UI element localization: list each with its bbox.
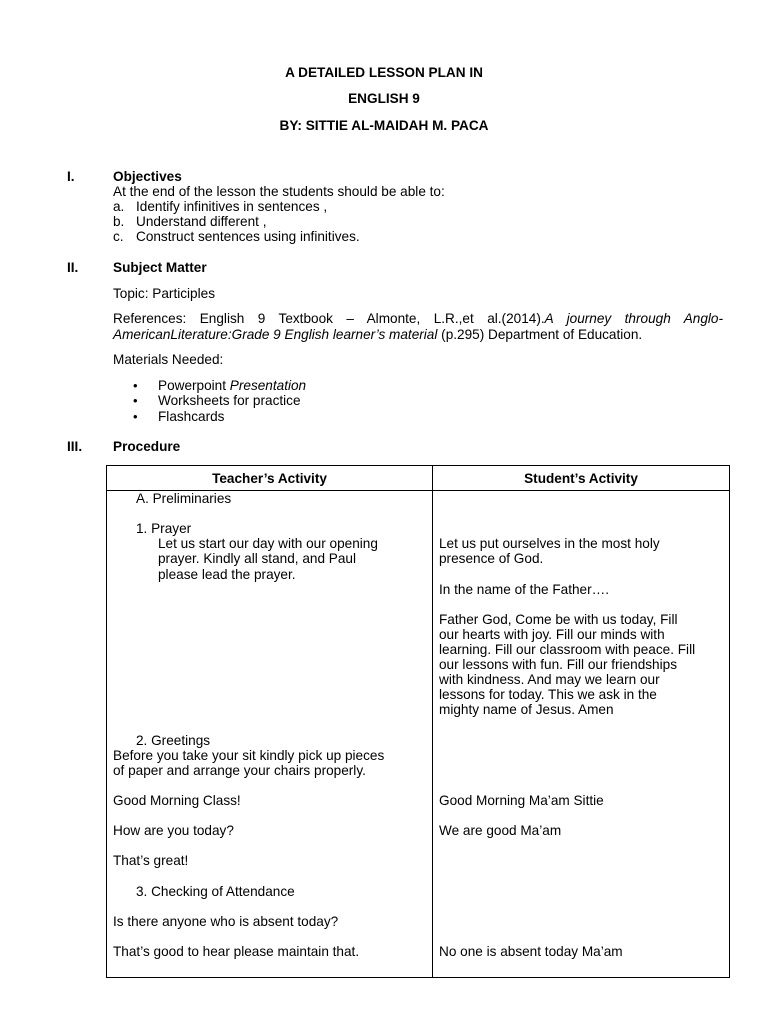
material-item: Worksheets for practice: [158, 393, 301, 408]
greetings-line: of paper and arrange your chairs properly.: [113, 763, 366, 778]
teacher-line: That’s great!: [113, 853, 189, 868]
student-prayer-line: lessons for today. This we ask in the: [439, 687, 657, 702]
prayer-line: please lead the prayer.: [158, 567, 296, 582]
col-header-teacher: Teacher’s Activity: [107, 466, 433, 491]
teacher-line: How are you today?: [113, 823, 234, 838]
student-activity-cell: [433, 491, 730, 978]
material-item-text: Powerpoint: [158, 378, 230, 393]
greetings-line: Before you take your sit kindly pick up pieces: [113, 748, 385, 763]
preliminaries-heading: A. Preliminaries: [136, 491, 232, 506]
student-prayer-line: with kindness. And may we learn our: [439, 672, 660, 687]
prayer-heading: 1. Prayer: [136, 521, 192, 536]
section-title-procedure: Procedure: [113, 439, 181, 454]
objective-b-letter: b.: [113, 214, 125, 229]
objectives-intro: At the end of the lesson the students should be able to:: [113, 184, 445, 199]
objective-b-text: Understand different ,: [136, 214, 267, 229]
doc-author: BY: SITTIE AL-MAIDAH M. PACA: [279, 118, 489, 133]
teacher-line: Good Morning Class!: [113, 793, 241, 808]
references-title: A journey through Anglo-AmericanLiterature:Grade 9 English learner’s material: [113, 311, 723, 342]
bullet-icon: •: [133, 393, 138, 408]
objective-a-text: Identify infinitives in sentences ,: [136, 199, 328, 214]
student-prayer-line: our lessons with fun. Fill our friendships: [439, 657, 677, 672]
material-item: Flashcards: [158, 409, 225, 424]
material-item-italic: Presentation: [229, 378, 307, 393]
topic-line: Topic: Participles: [113, 286, 215, 301]
objective-c-letter: c.: [113, 229, 124, 244]
student-prayer-line: our hearts with joy. Fill our minds with: [439, 627, 665, 642]
bullet-icon: •: [133, 409, 138, 424]
teacher-line: Is there anyone who is absent today?: [113, 914, 339, 929]
student-prayer-line: learning. Fill our classroom with peace. Fill: [439, 642, 696, 657]
teacher-line: That’s good to hear please maintain that.: [113, 944, 360, 959]
greetings-heading: 2. Greetings: [136, 733, 211, 748]
student-prayer-line: mighty name of Jesus. Amen: [439, 702, 614, 717]
references-suffix: (p.295) Department of Education.: [437, 326, 643, 342]
objective-c-text: Construct sentences using infinitives.: [136, 229, 360, 244]
section-number-procedure: III.: [67, 439, 83, 454]
bullet-icon: •: [133, 378, 138, 393]
attendance-heading: 3. Checking of Attendance: [136, 884, 295, 899]
section-title-objectives: Objectives: [113, 169, 182, 184]
student-line: Let us put ourselves in the most holy: [439, 536, 660, 551]
doc-subject: ENGLISH 9: [348, 91, 420, 106]
student-line: We are good Ma’am: [439, 823, 562, 838]
prayer-line: Let us start our day with our opening: [158, 536, 378, 551]
student-line: No one is absent today Ma’am: [439, 944, 623, 959]
objective-a-letter: a.: [113, 199, 125, 214]
procedure-table: [106, 465, 730, 978]
references-paragraph: [113, 311, 723, 342]
materials-label: Materials Needed:: [113, 352, 224, 367]
prayer-line: prayer. Kindly all stand, and Paul: [158, 551, 356, 566]
student-line: Good Morning Ma’am Sittie: [439, 793, 604, 808]
material-item: [158, 378, 306, 393]
col-header-student: Student’s Activity: [433, 466, 730, 491]
doc-title: A DETAILED LESSON PLAN IN: [285, 65, 483, 80]
student-prayer-line: Father God, Come be with us today, Fill: [439, 612, 678, 627]
student-line: presence of God.: [439, 551, 544, 566]
section-number-subject: II.: [67, 260, 79, 275]
student-line: In the name of the Father….: [439, 582, 610, 597]
section-number-objectives: I.: [67, 169, 75, 184]
references-prefix: References: English 9 Textbook – Almonte, L.R.,et al.(2014).: [113, 311, 545, 326]
teacher-activity-cell: [107, 491, 433, 978]
section-title-subject: Subject Matter: [113, 260, 207, 275]
